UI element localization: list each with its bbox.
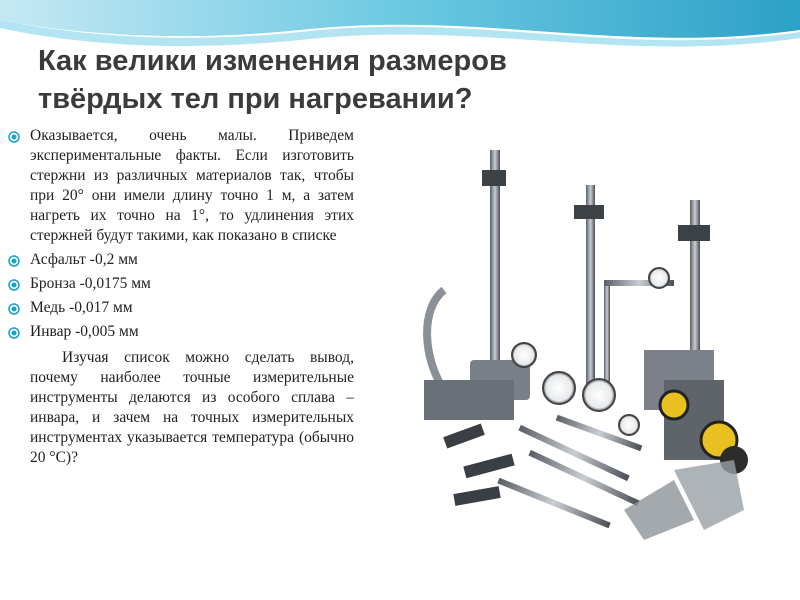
circle-bullet-icon	[8, 131, 20, 143]
list-item-text: Инвар -0,005 мм	[30, 323, 139, 340]
slide-title	[38, 42, 638, 118]
intro-bullet	[8, 126, 354, 246]
list-item-asphalt	[8, 250, 354, 270]
list-item-text: Асфальт -0,2 мм	[30, 251, 138, 268]
list-item-text: Бронза -0,0175 мм	[30, 275, 151, 292]
title-line-2: твёрдых тел при нагревании?	[38, 83, 473, 115]
intro-text: Оказывается, очень малы. Приведем экспериментальные факты. Если изготовить стержни из различных материалов так, чтобы при 20° они имели длину точно 1 м, а затем нагреть их точно на 1°, то удлинения этих стержней будут такими, как показано в списке	[30, 127, 354, 244]
list-item-copper	[8, 298, 354, 318]
circle-bullet-icon	[8, 255, 20, 267]
list-item-text: Медь -0,017 мм	[30, 299, 133, 316]
circle-bullet-icon	[8, 303, 20, 315]
list-item-invar	[8, 322, 354, 342]
measuring-instruments-photo	[374, 130, 784, 560]
circle-bullet-icon	[8, 327, 20, 339]
title-line-1: Как велики изменения размеров	[38, 45, 507, 77]
circle-bullet-icon	[8, 279, 20, 291]
text-content	[8, 126, 354, 468]
conclusion-text: Изучая список можно сделать вывод, почему наиболее точные измерительные инструменты делаются из особого сплава – инвара, и зачем на точных измерительных инструментах указывается температура (обычно 20 °C)?	[30, 349, 354, 466]
list-item-bronze	[8, 274, 354, 294]
